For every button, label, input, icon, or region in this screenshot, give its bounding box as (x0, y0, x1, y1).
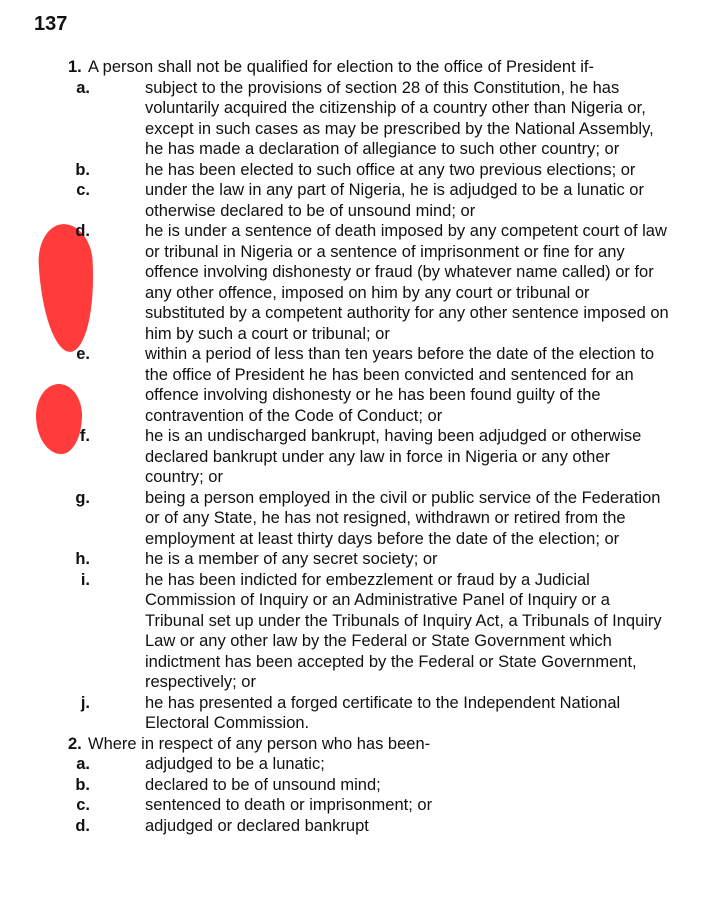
item-text: sentenced to death or imprisonment; or (145, 796, 433, 814)
item-text: he is a member of any secret society; or (145, 550, 438, 568)
item-text: being a person employed in the civil or public service of the Federation or of any State, he has not resigned, withdrawn or retired from the employment at least thirty days before the date of the election; or (145, 488, 661, 548)
item-text: he has been indicted for embezzlement or fraud by a Judicial Commission of Inquiry or an Administrative Panel of Inquiry or a Tribunal set up under the Tribunals of Inquiry Act, a Tribunals of Inquiry Law or any other law by the Federal or State Government which indictment has been accepted by the Federal or State Government, respectively; or (145, 570, 662, 691)
clause-1-item-j (0, 693, 670, 734)
page-number: 137 (34, 13, 68, 35)
item-text: subject to the provisions of section 28 of this Constitution, he has voluntarily acquired the citizenship of a country other than Nigeria or, except in such cases as may be prescribed by the National Assembly, he has made a declaration of allegiance to such other country; or (145, 78, 654, 158)
clause-1-item-h (0, 549, 670, 570)
item-label: a. (76, 78, 90, 97)
item-label: f. (79, 427, 90, 445)
item-label: b. (75, 775, 90, 794)
item-label: g. (75, 488, 90, 507)
item-text: declared to be of unsound mind; (145, 775, 381, 794)
clause-2-number: 2. (68, 734, 82, 753)
item-label: h. (75, 550, 90, 568)
clause-2-item-b (0, 775, 670, 796)
clause-1-item-i (0, 570, 670, 693)
item-text: adjudged to be a lunatic; (145, 755, 325, 773)
clause-2-item-a (0, 754, 670, 775)
item-text: he has presented a forged certificate to the Independent National Electoral Commission. (145, 693, 621, 732)
clause-1-item-e (0, 344, 670, 426)
clause-1-heading (0, 57, 688, 78)
clause-1-text: A person shall not be qualified for election to the office of President if- (88, 58, 595, 76)
clause-1-item-a (0, 78, 670, 160)
item-label: i. (80, 570, 90, 589)
item-text: adjudged or declared bankrupt (145, 816, 369, 835)
clause-1-item-g (0, 488, 670, 550)
clause-1-number: 1. (68, 58, 82, 76)
document-body (0, 57, 720, 836)
clause-1-item-d (0, 221, 670, 344)
item-text: under the law in any part of Nigeria, he is adjudged to be a lunatic or otherwise declared to be of unsound mind; or (145, 181, 644, 220)
item-text: he is under a sentence of death imposed by any competent court of law or tribunal in Nigeria or a sentence of imprisonment or fine for any offence involving dishonesty or fraud (by whatever name called) or for any other offence, imposed on him by any court or tribunal or substituted by a competent authority for any other sentence imposed on him by such a court or tribunal; or (145, 222, 669, 343)
clause-2 (0, 734, 720, 837)
item-label: c. (76, 181, 90, 199)
item-text: he has been elected to such office at any two previous elections; or (145, 160, 636, 179)
clause-2-item-c (0, 795, 670, 816)
item-label: c. (76, 796, 90, 814)
clause-2-heading (0, 734, 688, 755)
clause-1-item-b (0, 160, 670, 181)
item-label: j. (80, 693, 90, 712)
clause-1-item-c (0, 180, 670, 221)
item-label: b. (75, 160, 90, 179)
item-label: a. (76, 755, 90, 773)
item-text: within a period of less than ten years before the date of the election to the office of President he has been convicted and sentenced for an offence involving dishonesty or he has been found guilty of the contravention of the Code of Conduct; or (145, 345, 655, 425)
clause-2-text: Where in respect of any person who has been- (88, 734, 431, 753)
clause-1 (0, 57, 720, 734)
clause-1-item-f (0, 426, 670, 488)
item-text: he is an undischarged bankrupt, having been adjudged or otherwise declared bankrupt under any law in force in Nigeria or any other country; or (145, 427, 642, 486)
clause-2-item-d (0, 816, 670, 837)
item-label: d. (75, 816, 90, 835)
item-label: e. (76, 345, 90, 363)
item-label: d. (75, 222, 90, 240)
